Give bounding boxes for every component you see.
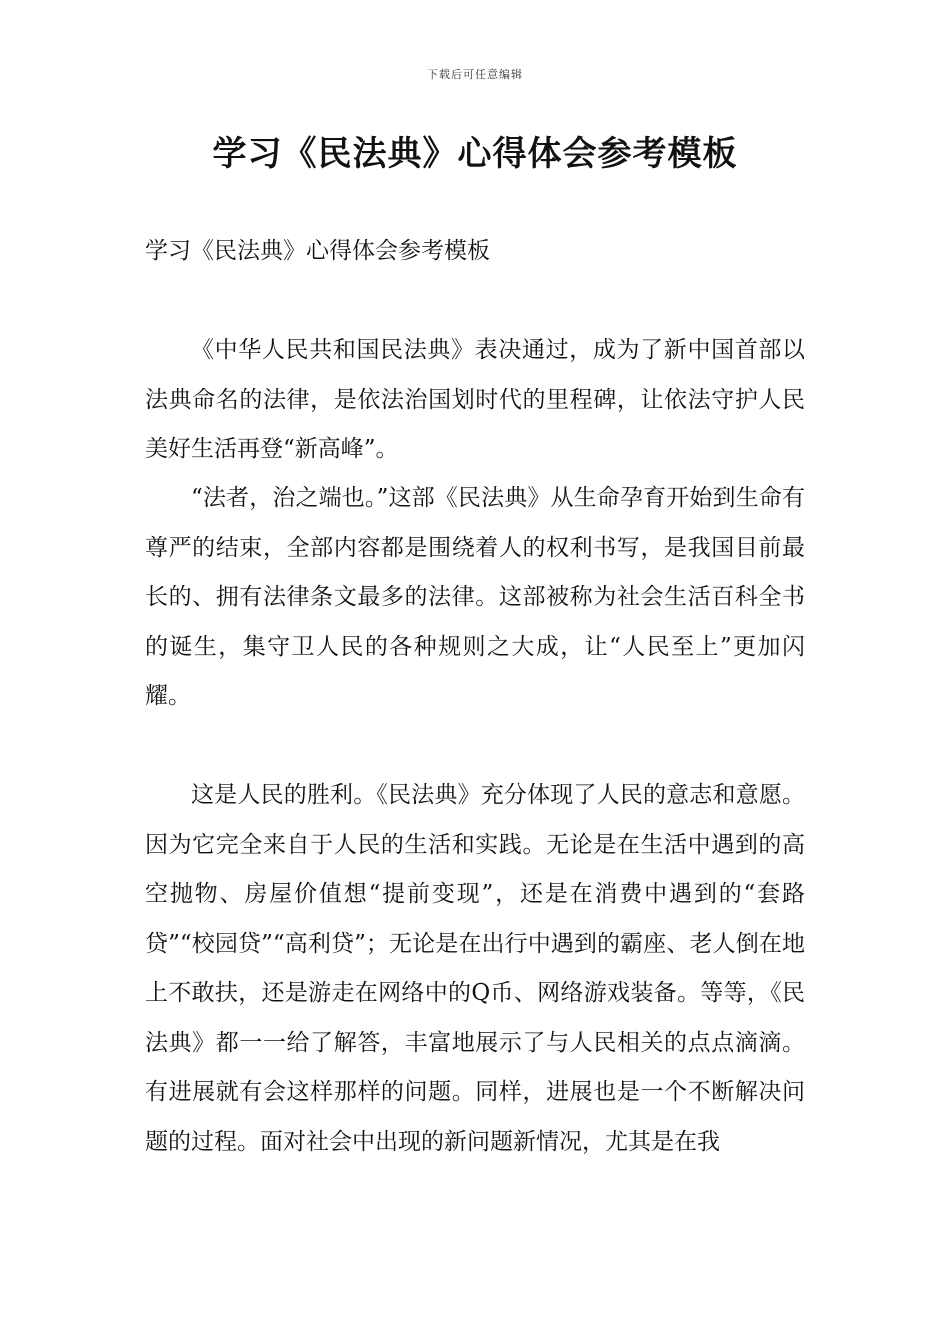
- document-subtitle: 学习《民法典》心得体会参考模板: [145, 238, 490, 264]
- paragraph-1: 《中华人民共和国民法典》表决通过，成为了新中国首部以法典命名的法律，是依法治国划时代的里程碑，让依法守护人民美好生活再登“新高峰”。: [145, 337, 805, 462]
- paragraph-2: “法者，治之端也。”这部《民法典》从生命孕育开始到生命有尊严的结束，全部内容都是围绕着人的权利书写，是我国目前最长的、拥有法律条文最多的法律。这部被称为社会生活百科全书的诞生，集守卫人民的各种规则之大成，让“人民至上”更加闪耀。: [145, 485, 805, 709]
- document-title: 学习《民法典》心得体会参考模板: [212, 134, 738, 174]
- header-note: 下载后可任意编辑: [427, 68, 523, 81]
- paragraph-3: 这是人民的胜利。《民法典》充分体现了人民的意志和意愿。因为它完全来自于人民的生活和实践。无论是在生活中遇到的高空抛物、房屋价值想“提前变现”，还是在消费中遇到的“套路贷”“校园贷”“高利贷”；无论是在出行中遇到的霸座、老人倒在地上不敢扶，还是游走在网络中的Q币、网络游戏装备。等等，《民法典》都一一给了解答，丰富地展示了与人民相关的点点滴滴。有进展就有会这样那样的问题。同样，进展也是一个不断解决问题的过程。面对社会中出现的新问题新情况，尤其是在我: [145, 782, 805, 1155]
